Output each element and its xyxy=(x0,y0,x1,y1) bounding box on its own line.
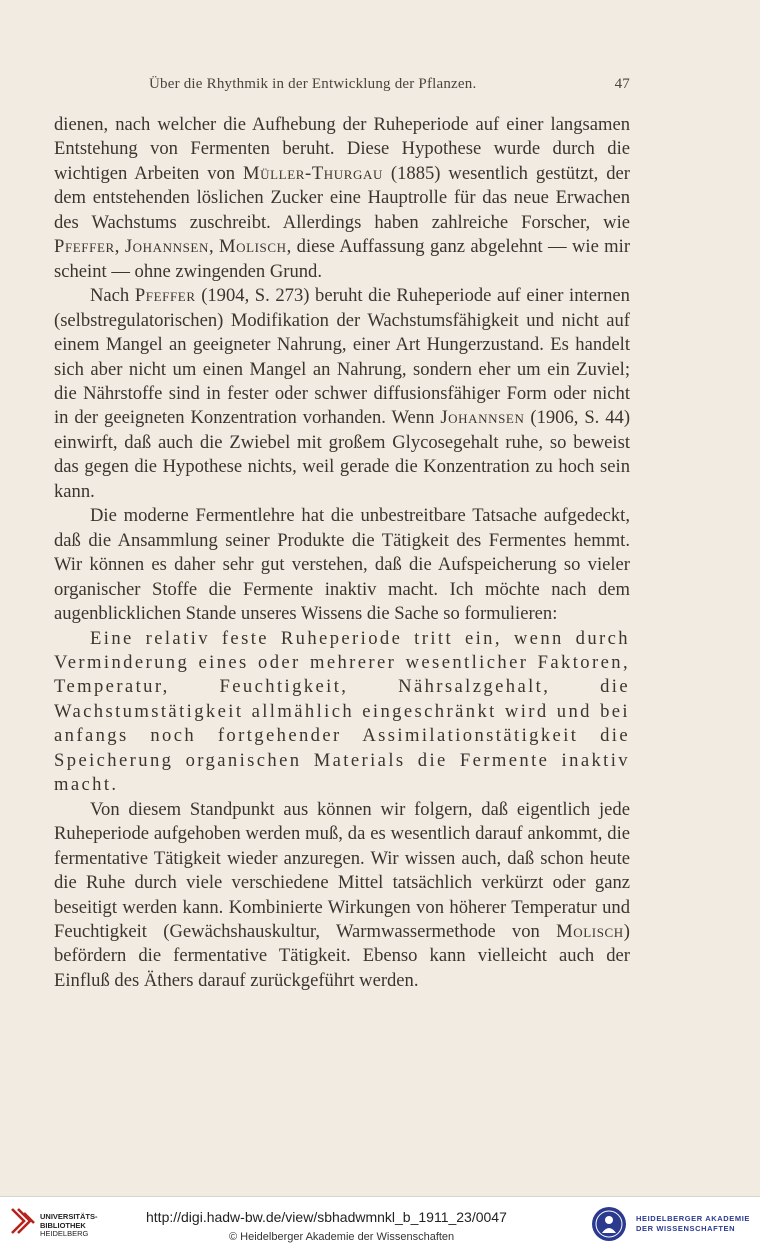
body-text xyxy=(54,113,630,993)
academy-seal-icon xyxy=(590,1205,628,1243)
text-run: Von diesem Standpunkt aus können wir folgern, daß eigentlich jede Ruheperiode aufgehoben werden muß, da es wesentlich darauf ankommt, die fermentative Tätigkeit wieder anzuregen. Wir wissen auch, daß schon heute die Ruhe durch viele verschiedene Mittel tatsächlich verkürzt oder ganz beseitigt werden kann. Kombinierte Wirkungen von höherer Temperatur und Feuchtigkeit (Gewächshauskultur, Warmwassermethode von xyxy=(54,798,630,942)
library-line: UNIVERSITÄTS- xyxy=(40,1212,98,1221)
author-name: Müller-Thurgau xyxy=(243,162,383,184)
author-name: Pfeffer xyxy=(54,236,115,258)
paragraph-1 xyxy=(54,113,630,284)
text-run: (1885) wesentlich gestützt, der dem entstehenden löslichen Zucker eine Hauptrolle für das neue Erwachen des Wachstums zuschreibt. Allerdings haben zahlreiche Forscher, wie xyxy=(54,162,630,233)
footer-bar xyxy=(0,1196,760,1251)
text-run: ) befördern die fermentative Tätigkeit. Ebenso kann vielleicht auch der Einfluß des Äthers darauf zurückgeführt werden. xyxy=(54,920,630,991)
copyright-notice: © Heidelberger Akademie der Wissenschaften xyxy=(229,1231,455,1243)
text-run: (1906, S. 44) einwirft, daß auch die Zwiebel mit großem Glycosegehalt ruhe, so beweist das gegen die Hypothese nichts, weil gerade die Konzentration zu hoch sein kann. xyxy=(54,407,631,502)
author-name: Molisch xyxy=(218,236,287,258)
academy-name xyxy=(636,1214,750,1234)
author-name: Johannsen xyxy=(124,236,209,258)
text-run: dienen, nach welcher die Aufhebung der Ruheperiode auf einer langsamen Entstehung von Fermenten beruht. Diese Hypothese wurde durch die wichtigen Arbeiten von xyxy=(54,114,630,184)
author-name: Pfeffer xyxy=(134,285,196,307)
paragraph-4-emphasized: Eine relativ feste Ruheperiode tritt ein, wenn durch Verminderung eines oder mehrerer wesentlicher Faktoren, Temperatur, Feuchtigkeit, Nährsalzgehalt, die Wachstumstätigkeit allmählich eingeschränkt wird und bei anfangs noch fortgehender Assimilationstätigkeit die Speicherung organischen Materials die Fermente inaktiv macht. xyxy=(54,627,630,796)
university-library-logo xyxy=(8,1205,38,1241)
text-run: , xyxy=(114,236,125,258)
academy-line: DER WISSENSCHAFTEN xyxy=(636,1224,736,1233)
library-name xyxy=(40,1213,98,1239)
library-line: HEIDELBERG xyxy=(40,1229,89,1238)
text-run: , diese Auffassung ganz abgelehnt — wie mir scheint — ohne zwingenden Grund. xyxy=(54,236,631,282)
permalink-url[interactable]: http://digi.hadw-bw.de/view/sbhadwmnkl_b_1911_23/0047 xyxy=(146,1209,507,1225)
academy-line: HEIDELBERGER AKADEMIE xyxy=(636,1214,750,1223)
running-title: Über die Rhythmik in der Entwicklung der Pflanzen. xyxy=(149,76,477,92)
text-run: (1904, S. 273) beruht die Ruheperiode auf einer internen (selbstregulatorischen) Modifikation der Wachstumsfähigkeit und nicht auf einem Mangel an geeigneter Nahrung, einer Art Hungerzustand. Es handelt sich aber nicht um einen Mangel an Nahrung, sondern eher um ein Zuviel; die Nährstoffe sind in fester oder schwer diffusionsfähiger Form oder nicht in der geeigneten Konzentration vorhanden. Wenn xyxy=(54,285,630,429)
paragraph-3: Die moderne Fermentlehre hat die unbestreitbare Tatsache aufgedeckt, daß die Ansammlung seiner Produkte die Tätigkeit des Fermentes hemmt. Wir können es daher sehr gut verstehen, daß die Aufspeicherung so vieler organischer Stoffe die Fermente inaktiv macht. Ich möchte nach dem augenblicklichen Stande unseres Wissens die Sache so formulieren: xyxy=(54,505,630,625)
text-run: , xyxy=(208,236,219,258)
text-run: Nach xyxy=(90,285,135,307)
author-name: Johannsen xyxy=(440,407,525,429)
author-name: Molisch xyxy=(556,920,624,942)
page-number: 47 xyxy=(614,76,630,92)
paragraph-5 xyxy=(54,798,630,994)
paragraph-2 xyxy=(54,284,630,504)
library-line: BIBLIOTHEK xyxy=(40,1220,86,1230)
